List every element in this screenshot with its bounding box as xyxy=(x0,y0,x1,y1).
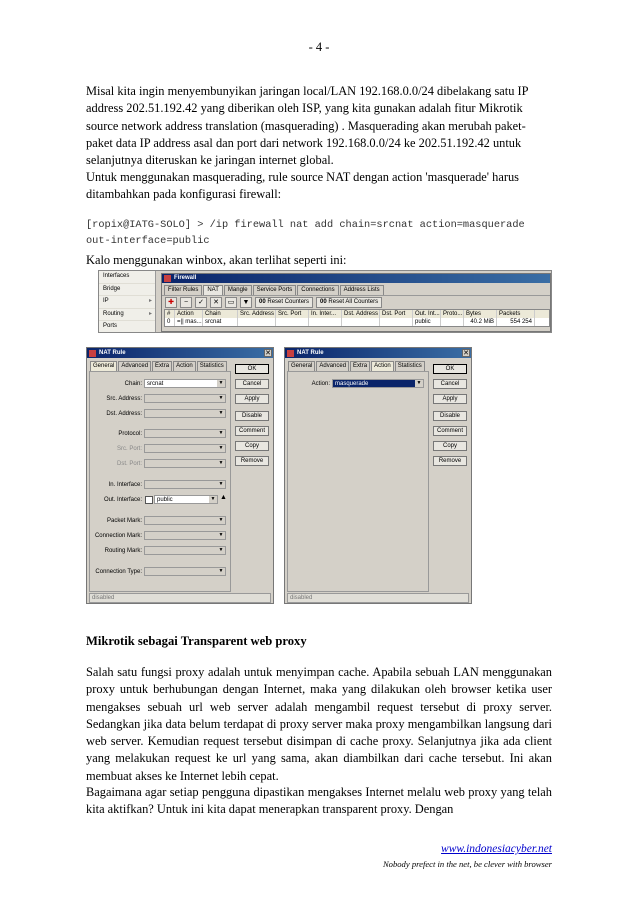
connection-mark-field[interactable] xyxy=(144,531,226,540)
command-line-2: out-interface=public xyxy=(86,235,210,247)
sidebar-item-routing[interactable]: Routing ▸ xyxy=(99,309,155,322)
copy-button[interactable]: Copy xyxy=(235,441,269,451)
disable-icon[interactable]: ✕ xyxy=(210,297,222,308)
col-dst-port[interactable]: Dst. Port xyxy=(380,310,413,318)
col-out-interface[interactable]: Out. Int... xyxy=(415,311,440,317)
out-interface-not-checkbox[interactable] xyxy=(145,496,153,504)
filter-icon[interactable]: ▼ xyxy=(240,297,252,308)
src-port-field[interactable] xyxy=(144,444,226,453)
firewall-window xyxy=(161,273,551,332)
chain-select[interactable]: srcnat ▼ xyxy=(144,379,226,388)
dst-address-field[interactable] xyxy=(144,409,226,418)
add-icon[interactable]: ✚ xyxy=(165,297,177,308)
winbox-paragraph: Kalo menggunakan winbox, akan terlihat seperti ini: xyxy=(86,253,347,267)
tab-filter-rules[interactable]: Filter Rules xyxy=(164,285,202,295)
enable-icon[interactable]: ✓ xyxy=(195,297,207,308)
src-address-label: Src. Address: xyxy=(106,396,142,402)
footer-tagline: Nobody prefect in the net, be clever with browser xyxy=(382,859,552,869)
action-pane xyxy=(287,371,429,592)
col-chain[interactable]: Chain xyxy=(203,310,238,318)
tab-extra[interactable]: Extra xyxy=(350,361,370,371)
sidebar-item-ports[interactable]: Ports xyxy=(99,321,155,333)
protocol-label: Protocol: xyxy=(118,431,142,437)
col-dst-address[interactable]: Dst. Address xyxy=(344,311,379,317)
tab-connections[interactable]: Connections xyxy=(297,285,338,295)
sidebar-item-ip[interactable]: IP ▸ xyxy=(99,296,155,309)
dst-port-label: Dst. Port: xyxy=(116,461,142,467)
col-packets[interactable]: Packets xyxy=(497,310,535,318)
chevron-down-icon: ▼ xyxy=(218,568,224,574)
chain-label: Chain: xyxy=(124,381,142,387)
masquerade-paragraph: Untuk menggunakan masquerading, rule source NAT dengan action 'masquerade' harus ditambahkan pada konfigurasi firewall: xyxy=(86,170,519,202)
packet-mark-label: Packet Mark: xyxy=(106,518,142,524)
tab-general[interactable]: General xyxy=(90,361,117,371)
sidebar-item-bridge[interactable]: Bridge xyxy=(99,284,155,297)
dialog-tabs xyxy=(90,361,228,371)
col-bytes[interactable]: Bytes xyxy=(464,310,497,318)
firewall-toolbar xyxy=(162,295,550,308)
tab-general[interactable]: General xyxy=(288,361,315,371)
reset-counters-button[interactable]: 00 Reset Counters xyxy=(255,297,313,308)
dialog-tabs xyxy=(288,361,426,371)
col-protocol[interactable]: Proto... xyxy=(443,311,463,317)
command-line-1: [ropix@IATG-SOLO] > /ip firewall nat add chain=srcnat action=masquerade xyxy=(86,219,525,231)
tab-mangle[interactable]: Mangle xyxy=(224,285,252,295)
tab-address-lists[interactable]: Address Lists xyxy=(340,285,384,295)
chevron-down-icon: ▼ xyxy=(218,410,224,416)
chevron-down-icon: ▼ xyxy=(218,430,224,436)
chevron-down-icon: ▼ xyxy=(218,517,224,523)
section-heading: Mikrotik sebagai Transparent web proxy xyxy=(86,634,307,648)
winbox-sidebar xyxy=(99,271,156,333)
col-number[interactable]: # xyxy=(165,310,175,318)
chevron-down-icon: ▼ xyxy=(218,481,224,487)
nat-rules-table xyxy=(164,309,550,327)
routing-mark-label: Routing Mark: xyxy=(104,548,142,554)
submenu-arrow-icon: ▸ xyxy=(148,310,152,317)
col-in-interface[interactable]: In. Inter... xyxy=(309,310,342,318)
tab-action[interactable]: Action xyxy=(173,361,196,371)
status-bar: disabled xyxy=(287,593,469,603)
chevron-down-icon: ▼ xyxy=(218,460,224,466)
out-interface-label: Out. Interface: xyxy=(103,497,142,503)
routing-mark-field[interactable] xyxy=(144,546,226,555)
table-row[interactable]: 0 =|| mas... srcnat public 40.2 MiB 554 254 xyxy=(165,318,549,326)
general-pane xyxy=(89,371,231,592)
chevron-down-icon: ▼ xyxy=(416,380,422,386)
tab-advanced[interactable]: Advanced xyxy=(316,361,349,371)
firewall-title: Firewall xyxy=(162,274,550,283)
tab-statistics[interactable]: Statistics xyxy=(197,361,227,371)
copy-button[interactable]: Copy xyxy=(433,441,467,451)
comment-button[interactable]: Comment xyxy=(433,426,467,436)
chevron-down-icon: ▼ xyxy=(218,380,224,386)
chevron-down-icon: ▼ xyxy=(218,547,224,553)
disable-button[interactable]: Disable xyxy=(235,411,269,421)
col-src-address[interactable]: Src. Address xyxy=(240,311,275,317)
tab-extra[interactable]: Extra xyxy=(152,361,172,371)
action-select[interactable]: masquerade ▼ xyxy=(332,379,424,388)
nat-rule-general-dialog xyxy=(86,347,274,604)
in-interface-label: In. Interface: xyxy=(108,482,142,488)
cancel-button[interactable]: Cancel xyxy=(433,379,467,389)
comment-button[interactable]: Comment xyxy=(235,426,269,436)
chevron-up-icon[interactable]: ▲ xyxy=(220,494,227,501)
tab-statistics[interactable]: Statistics xyxy=(395,361,425,371)
connection-type-label: Connection Type: xyxy=(95,569,142,575)
protocol-field[interactable] xyxy=(144,429,226,438)
apply-button[interactable]: Apply xyxy=(235,394,269,404)
intro-paragraph: Misal kita ingin menyembunyikan jaringan local/LAN 192.168.0.0/24 dibelakang satu IP address 202.51.192.42 yang diberikan oleh ISP, yang kita gunakan adalah fitur Mikrotik source network address translation (masquerading) . Masquerading akan merubah paket-paket data IP address asal dan port dari network 192.168.0.0/24 ke 202.51.192.42 untuk selanjutnya diteruskan ke jaringan internet global. xyxy=(86,84,529,168)
src-port-label: Src. Port: xyxy=(116,446,142,452)
nat-rule-action-dialog xyxy=(284,347,472,604)
col-action[interactable]: Action xyxy=(175,310,203,318)
connection-mark-label: Connection Mark: xyxy=(94,533,142,539)
tab-advanced[interactable]: Advanced xyxy=(118,361,151,371)
sidebar-item-interfaces[interactable]: Interfaces xyxy=(99,271,155,284)
reset-all-counters-button[interactable]: 00 Reset All Counters xyxy=(316,297,382,308)
dialog-title: NAT Rule ✕ xyxy=(285,348,471,358)
apply-button[interactable]: Apply xyxy=(433,394,467,404)
ok-button[interactable]: OK xyxy=(235,364,269,374)
remove-button[interactable]: Remove xyxy=(235,456,269,466)
chevron-down-icon: ▼ xyxy=(218,532,224,538)
page-number: - 4 - xyxy=(308,40,330,54)
window-icon xyxy=(89,350,96,357)
ok-button[interactable]: OK xyxy=(433,364,467,374)
tab-nat[interactable]: NAT xyxy=(203,285,223,295)
proxy-paragraph: Salah satu fungsi proxy adalah untuk menyimpan cache. Apabila sebuah LAN menggunakan proxy untuk berhubungan dengan Internet, maka yang dilakukan oleh browser ketika user mengakses sebuah url web server adalah mengambil request tersebut di proxy server. Sedangkan jika data belum terdapat di proxy server maka proxy mengambilkan langsung dari web server. Kemudian request tersebut disimpan di cache proxy. Selanjutnya jika ada client yang melakukan request ke url yang sama, akan diambilkan dari cache tersebut. Ini akan membuat akses ke Internet lebih cepat. xyxy=(86,665,552,783)
firewall-screenshot xyxy=(98,270,552,333)
table-header xyxy=(165,310,549,318)
transparent-proxy-paragraph: Bagaimana agar setiap pengguna dipastikan mengakses Internet melalu web proxy yang telah kita aktifkan? Untuk ini kita dapat menerapkan transparent proxy. Dengan xyxy=(86,785,552,817)
remove-icon[interactable]: − xyxy=(180,297,192,308)
col-src-port[interactable]: Src. Port xyxy=(276,310,309,318)
chevron-down-icon: ▼ xyxy=(218,395,224,401)
close-icon[interactable]: ✕ xyxy=(265,350,271,357)
in-interface-field[interactable] xyxy=(144,480,226,489)
footer-url[interactable]: www.indonesiacyber.net xyxy=(441,843,552,855)
disable-button[interactable]: Disable xyxy=(433,411,467,421)
dst-address-label: Dst. Address: xyxy=(106,411,142,417)
action-label: Action: xyxy=(311,381,330,387)
chevron-down-icon: ▼ xyxy=(218,445,224,451)
connection-type-field[interactable] xyxy=(144,567,226,576)
remove-button[interactable]: Remove xyxy=(433,456,467,466)
window-icon xyxy=(287,350,294,357)
status-bar: disabled xyxy=(89,593,271,603)
out-interface-select[interactable]: public ▼ xyxy=(154,495,218,504)
packet-mark-field[interactable] xyxy=(144,516,226,525)
firewall-tabs xyxy=(162,285,550,295)
src-address-field[interactable] xyxy=(144,394,226,403)
submenu-arrow-icon: ▸ xyxy=(148,298,152,304)
tab-action[interactable]: Action xyxy=(371,361,394,371)
dst-port-field[interactable] xyxy=(144,459,226,468)
dialog-title: NAT Rule ✕ xyxy=(87,348,273,358)
window-icon xyxy=(164,275,171,282)
close-icon[interactable]: ✕ xyxy=(463,350,469,357)
comment-icon[interactable]: ▭ xyxy=(225,297,237,308)
tab-service-ports[interactable]: Service Ports xyxy=(253,285,297,295)
cancel-button[interactable]: Cancel xyxy=(235,379,269,389)
chevron-down-icon: ▼ xyxy=(210,496,216,502)
